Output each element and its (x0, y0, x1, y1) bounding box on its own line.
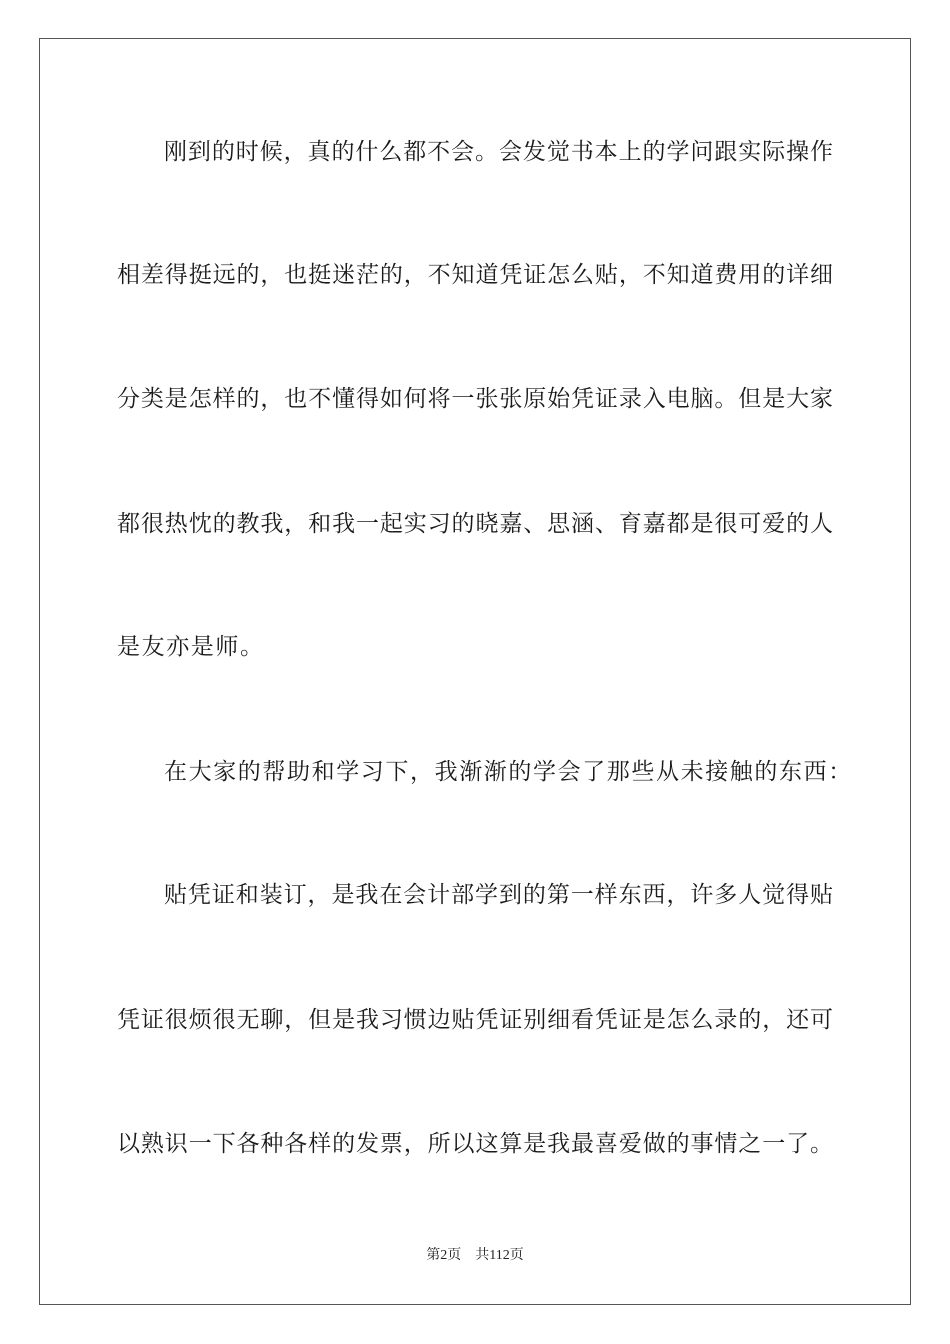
page-footer (0, 1247, 950, 1265)
paragraph-1-line-3: 分类是怎样的，也不懂得如何将一张张原始凭证录入电脑。但是大家 (117, 386, 833, 412)
paragraph-1-line-1: 刚到的时候，真的什么都不会。会发觉书本上的学问跟实际操作 (164, 139, 833, 165)
page-border (39, 38, 911, 1305)
page-number-current: 第2页 (426, 1248, 462, 1263)
paragraph-3-line-1: 贴凭证和装订，是我在会计部学到的第一样东西，许多人觉得贴 (164, 882, 833, 908)
paragraph-3-line-2: 凭证很烦很无聊，但是我习惯边贴凭证别细看凭证是怎么录的，还可 (117, 1007, 833, 1033)
paragraph-1-line-5: 是友亦是师。 (117, 634, 265, 660)
paragraph-2-line-1: 在大家的帮助和学习下，我渐渐的学会了那些从未接触的东西： (164, 759, 853, 785)
page-number-total: 共112页 (475, 1248, 524, 1263)
paragraph-3-line-3: 以熟识一下各种各样的发票，所以这算是我最喜爱做的事情之一了。 (117, 1131, 833, 1157)
paragraph-1-line-4: 都很热忱的教我，和我一起实习的晓嘉、思涵、育嘉都是很可爱的人 (117, 511, 833, 537)
paragraph-1-line-2: 相差得挺远的，也挺迷茫的，不知道凭证怎么贴，不知道费用的详细 (117, 262, 833, 288)
